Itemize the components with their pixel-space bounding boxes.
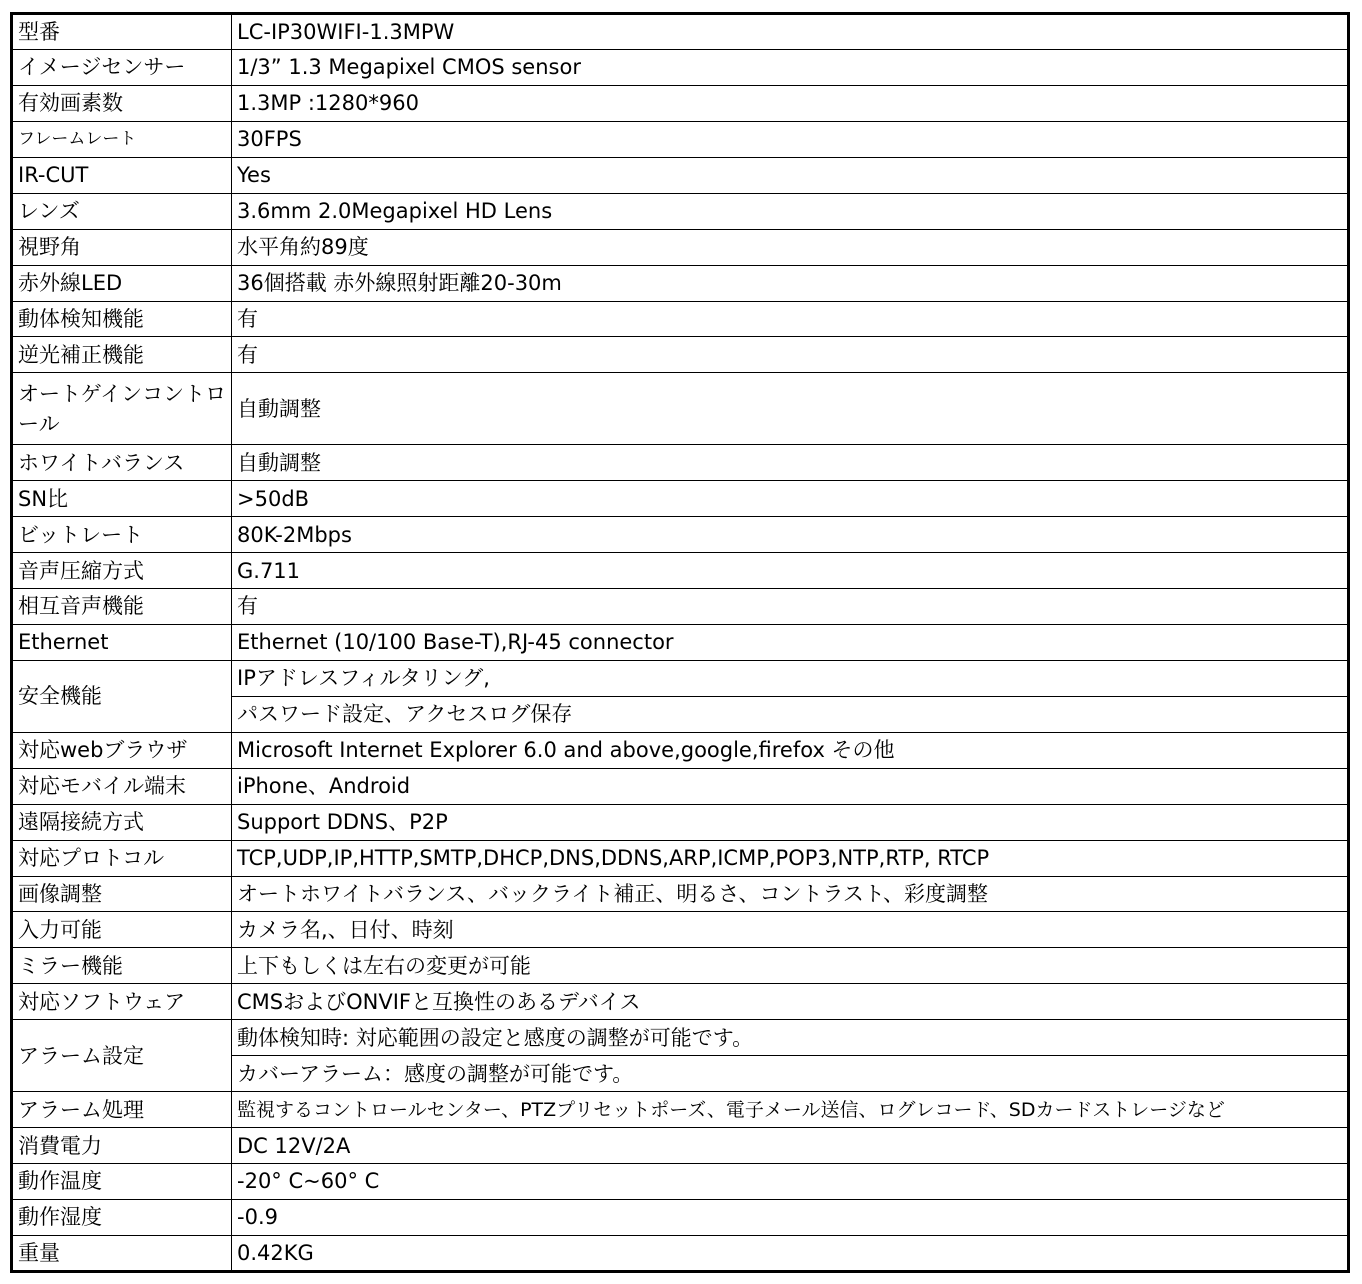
spec-label: 対応モバイル端末 [12, 768, 232, 804]
spec-label: アラーム処理 [12, 1092, 232, 1128]
spec-value: iPhone、Android [232, 768, 1349, 804]
spec-row [12, 948, 1349, 984]
spec-row [12, 121, 1349, 157]
spec-value: パスワード設定、アクセスログ保存 [232, 696, 1349, 732]
spec-label: 安全機能 [12, 660, 232, 732]
spec-label: 動作温度 [12, 1164, 232, 1200]
spec-row [12, 876, 1349, 912]
spec-row [12, 301, 1349, 337]
spec-row [12, 984, 1349, 1020]
spec-value: DC 12V/2A [232, 1128, 1349, 1164]
spec-value: 監視するコントロールセンター、PTZプリセットポーズ、電子メール送信、ログレコード、SDカードストレージなど [232, 1092, 1349, 1128]
spec-value: G.711 [232, 553, 1349, 589]
spec-label: 遠隔接続方式 [12, 804, 232, 840]
spec-value: 36個搭載 赤外線照射距離20-30m [232, 265, 1349, 301]
spec-value: IPアドレスフィルタリング, [232, 660, 1349, 696]
spec-row [12, 49, 1349, 85]
spec-row [12, 193, 1349, 229]
spec-label: Ethernet [12, 624, 232, 660]
spec-value: 水平角約89度 [232, 229, 1349, 265]
spec-label: SN比 [12, 481, 232, 517]
spec-row [12, 1092, 1349, 1128]
spec-value: 上下もしくは左右の変更が可能 [232, 948, 1349, 984]
spec-label: アラーム設定 [12, 1020, 232, 1092]
spec-row [12, 1235, 1349, 1271]
spec-value: TCP,UDP,IP,HTTP,SMTP,DHCP,DNS,DDNS,ARP,ICMP,POP3,NTP,RTP, RTCP [232, 840, 1349, 876]
spec-row [12, 624, 1349, 660]
spec-row [12, 157, 1349, 193]
spec-value: 1/3” 1.3 Megapixel CMOS sensor [232, 49, 1349, 85]
spec-label: イメージセンサー [12, 49, 232, 85]
spec-label: ビットレート [12, 517, 232, 553]
spec-label: 重量 [12, 1235, 232, 1271]
spec-row [12, 589, 1349, 625]
spec-label: ホワイトバランス [12, 445, 232, 481]
spec-label: 動体検知機能 [12, 301, 232, 337]
spec-row [12, 1020, 1349, 1056]
spec-value: 自動調整 [232, 445, 1349, 481]
spec-value: 有 [232, 589, 1349, 625]
spec-label: 入力可能 [12, 912, 232, 948]
spec-label: オートゲインコントロール [12, 373, 232, 445]
spec-row [12, 517, 1349, 553]
spec-label: 動作湿度 [12, 1199, 232, 1235]
spec-row [12, 660, 1349, 696]
spec-value: 1.3MP :1280*960 [232, 85, 1349, 121]
spec-label: 相互音声機能 [12, 589, 232, 625]
spec-row [12, 265, 1349, 301]
spec-row [12, 1199, 1349, 1235]
spec-value: Microsoft Internet Explorer 6.0 and above,google,firefox その他 [232, 732, 1349, 768]
spec-value: >50dB [232, 481, 1349, 517]
spec-label: 音声圧縮方式 [12, 553, 232, 589]
spec-row [12, 768, 1349, 804]
spec-label: 有効画素数 [12, 85, 232, 121]
spec-value: Yes [232, 157, 1349, 193]
spec-value: カバーアラーム：感度の調整が可能です。 [232, 1056, 1349, 1092]
spec-label: 対応プロトコル [12, 840, 232, 876]
spec-value: -20° C~60° C [232, 1164, 1349, 1200]
spec-row [12, 1164, 1349, 1200]
spec-label: 型番 [12, 14, 232, 50]
spec-value: 動体検知時: 対応範囲の設定と感度の調整が可能です。 [232, 1020, 1349, 1056]
spec-value: 有 [232, 337, 1349, 373]
spec-value: オートホワイトバランス、バックライト補正、明るさ、コントラスト、彩度調整 [232, 876, 1349, 912]
spec-value: 80K-2Mbps [232, 517, 1349, 553]
spec-row [12, 1128, 1349, 1164]
spec-row [12, 337, 1349, 373]
spec-label: 画像調整 [12, 876, 232, 912]
spec-label: 逆光補正機能 [12, 337, 232, 373]
spec-label: 赤外線LED [12, 265, 232, 301]
spec-row [12, 481, 1349, 517]
spec-label: ミラー機能 [12, 948, 232, 984]
spec-row [12, 912, 1349, 948]
spec-row [12, 553, 1349, 589]
spec-row [12, 229, 1349, 265]
spec-table [10, 12, 1350, 1273]
spec-value: 有 [232, 301, 1349, 337]
spec-value: 30FPS [232, 121, 1349, 157]
spec-label: フレームレート [12, 121, 232, 157]
spec-row [12, 14, 1349, 50]
spec-value: LC-IP30WIFI-1.3MPW [232, 14, 1349, 50]
spec-row [12, 373, 1349, 445]
spec-value: Ethernet (10/100 Base-T),RJ-45 connector [232, 624, 1349, 660]
spec-label: 対応ソフトウェア [12, 984, 232, 1020]
spec-row [12, 840, 1349, 876]
spec-label: レンズ [12, 193, 232, 229]
spec-label: 視野角 [12, 229, 232, 265]
spec-row [12, 804, 1349, 840]
spec-value: 自動調整 [232, 373, 1349, 445]
spec-label: IR-CUT [12, 157, 232, 193]
spec-value: CMSおよびONVIFと互換性のあるデバイス [232, 984, 1349, 1020]
spec-value: 3.6mm 2.0Megapixel HD Lens [232, 193, 1349, 229]
spec-label: 消費電力 [12, 1128, 232, 1164]
spec-row [12, 732, 1349, 768]
spec-table-body [12, 14, 1349, 1272]
spec-value: Support DDNS、P2P [232, 804, 1349, 840]
spec-label: 対応webブラウザ [12, 732, 232, 768]
spec-row [12, 445, 1349, 481]
spec-row [12, 85, 1349, 121]
spec-value: 0.42KG [232, 1235, 1349, 1271]
spec-value: -0.9 [232, 1199, 1349, 1235]
spec-value: カメラ名,、日付、時刻 [232, 912, 1349, 948]
